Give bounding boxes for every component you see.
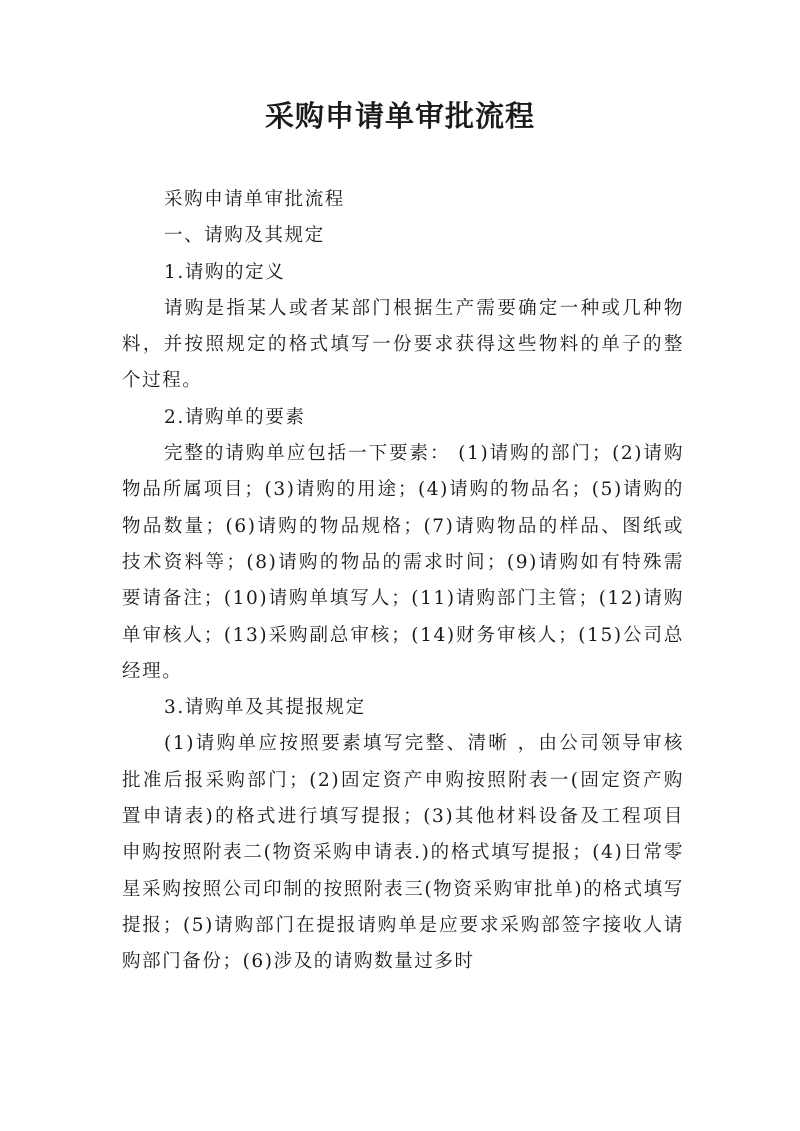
subsection-heading-1: 1.请购的定义 [164,261,286,283]
paragraph-elements: 完整的请购单应包括一下要素： (1)请购的部门；(2)请购物品所属项目；(3)请购的用途；(4)请购的物品名；(5)请购的物品数量；(6)请购的物品规格；(7)请购物品的样品、图纸或技术资料等；(8)请购的物品的需求时间；(9)请购如有特殊需要请备注；(10)请购单填写人；(11)请购部门主管；(12)请购单审核人；(13)采购副总审核；(14)财务审核人；(15)公司总经理。 [122,443,684,682]
paragraph-submission-rules: (1)请购单应按照要素填写完整、清晰 ，由公司领导审核批准后报采购部门；(2)固定资产申购按照附表一(固定资产购置申请表)的格式进行填写提报；(3)其他材料设备及工程项目申购按照附表二(物资采购申请表.)的格式填写提报；(4)日常零星采购按照公司印制的按照附表三(物资采购审批单)的格式填写提报；(5)请购部门在提报请购单是应要求采购部签字接收人请购部门备份；(6)涉及的请购数量过多时 [122,733,684,973]
section-heading-1: 一、请购及其规定 [164,225,325,247]
subsection-heading-3: 3.请购单及其提报规定 [164,697,366,719]
subsection-heading-2: 2.请购单的要素 [164,406,306,428]
paragraph-definition: 请购是指某人或者某部门根据生产需要确定一种或几种物料，并按照规定的格式填写一份要求获得这些物料的单子的整个过程。 [122,297,684,392]
document-title: 采购申请单审批流程 [264,99,535,133]
document-body [122,182,684,981]
paragraph-heading: 采购申请单审批流程 [164,189,345,210]
